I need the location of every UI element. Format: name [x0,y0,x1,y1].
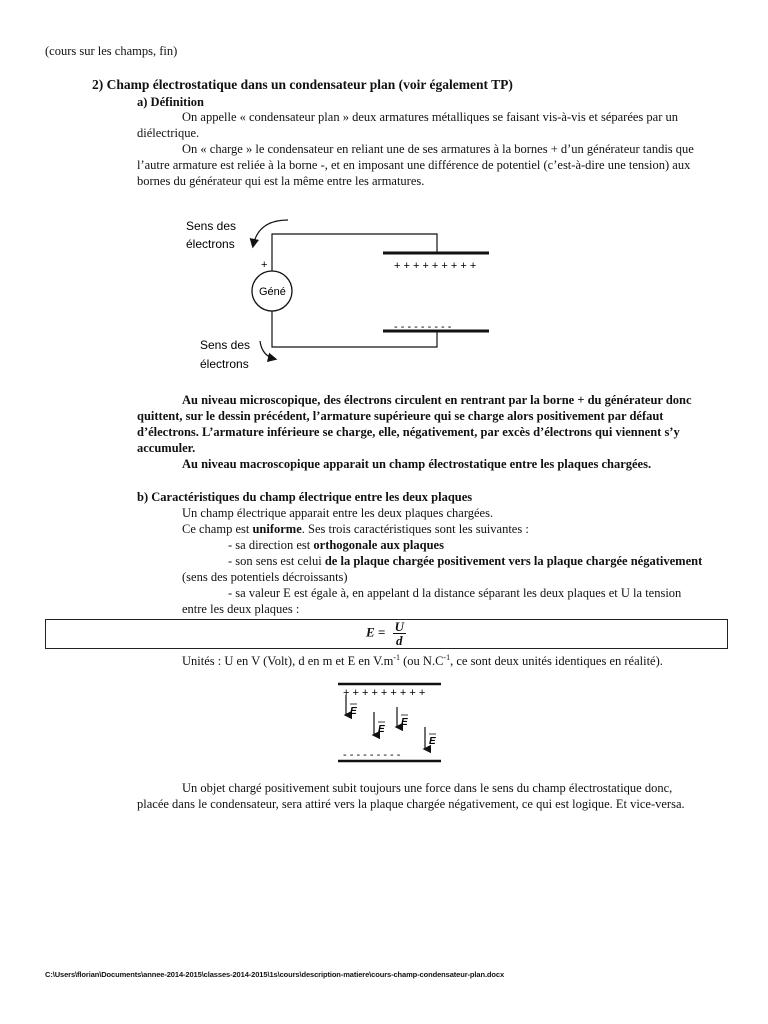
positive-charges: + + + + + + + + + [394,260,477,272]
conclusion-line-2: placée dans le condensateur, sera attiré vers la plaque chargée négativement, ce qui est logique. Et vice-versa. [137,797,685,811]
capacitor-circuit-diagram [0,200,768,380]
svg-text:E: E [429,736,436,747]
uniform-line: Ce champ est uniforme. Ses trois caractéristiques sont les suivantes : [182,522,529,536]
definition-line-1: On appelle « condensateur plan » deux armatures métalliques se faisant vis-à-vis et séparées par un [182,110,679,124]
value-line-1: - sa valeur E est égale à, en appelant d la distance séparant les deux plaques et U la tension [228,586,682,600]
micro-line-1: Au niveau microscopique, des électrons circulent en rentrant par la borne + du générateur donc [182,393,692,407]
svg-text:E: E [378,724,385,735]
subsection-b-title: b) Caractéristiques du champ électrique entre les deux plaques [137,490,473,504]
plus-terminal: + [261,259,268,271]
vector-label-4 [429,734,436,747]
value-line-2: entre les deux plaques : [182,602,300,616]
micro-line-2: quittent, sur le dessin précédent, l’armature supérieure qui se charge alors positivement par défaut [137,409,664,423]
negative-charges: - - - - - - - - - [394,321,452,333]
formula-numerator: U [394,619,404,634]
label-top-1: Sens des [186,219,237,233]
lower-charges: - - - - - - - - - [343,749,401,761]
formula: E = $\frac{U}{d}$ [366,619,404,648]
direction-line: - sa direction est orthogonale aux plaques [228,538,444,552]
sense-line: - son sens est celui de la plaque chargée positivement vers la plaque chargée négativement [228,554,703,568]
charge-line-1: On « charge » le condensateur en reliant une de ses armatures à la bornes + d’un générateur tandis que [182,142,694,156]
macro-line: Au niveau macroscopique apparait un champ électrostatique entre les plaques chargées. [182,457,652,471]
sense-line-2: (sens des potentiels décroissants) [182,570,348,584]
electron-arrow-bottom [260,341,275,359]
label-top-2: électrons [186,237,235,251]
charge-line-2: l’autre armature est reliée à la borne -, et en imposant une différence de potentiel (c’est-à-dire une tension) aux [137,158,691,172]
definition-line-2: diélectrique. [137,126,200,140]
footer-file-path: C:\Users\florian\Documents\annee-2014-2015\classes-2014-2015\1s\cours\description-matiere\cours-champ-condensateur-plan.docx [45,970,505,979]
vector-label-2 [378,722,385,735]
subsection-a-title: a) Définition [137,95,205,109]
label-bottom-1: Sens des [200,338,251,352]
vector-label-3 [401,715,408,728]
vector-label-1 [350,704,357,717]
label-bottom-2: électrons [200,357,249,371]
units-line: Unités : U en V (Volt), d en m et E en $V.m^{-1}$ (ou $N.C^{-1}$, ce sont deux unités identiques en réalité). [182,653,663,669]
generator-label: Géné [259,286,286,298]
charge-line-3: bornes du générateur qui est la même entre les armatures. [137,174,425,188]
uniform-field-diagram [0,675,768,770]
svg-text:E: E [401,717,408,728]
micro-line-4: accumuler. [137,441,196,455]
micro-line-3: d’électrons. L’armature inférieure se charge, elle, négativement, par excès d’électrons qui viennent s’y [137,425,680,439]
upper-charges: + + + + + + + + + [343,687,426,699]
top-wire [272,234,437,280]
section-title: 2) Champ électrostatique dans un condensateur plan (voir également TP) [92,77,513,92]
field-appears-line: Un champ électrique apparait entre les deux plaques chargées. [182,506,494,520]
conclusion-line-1: Un objet chargé positivement subit toujours une force dans le sens du champ électrostatique donc, [182,781,673,795]
formula-denominator: d [396,633,403,648]
svg-text:E: E [350,706,357,717]
electron-arrow-top [253,220,288,246]
continuation-note: (cours sur les champs, fin) [45,44,178,58]
